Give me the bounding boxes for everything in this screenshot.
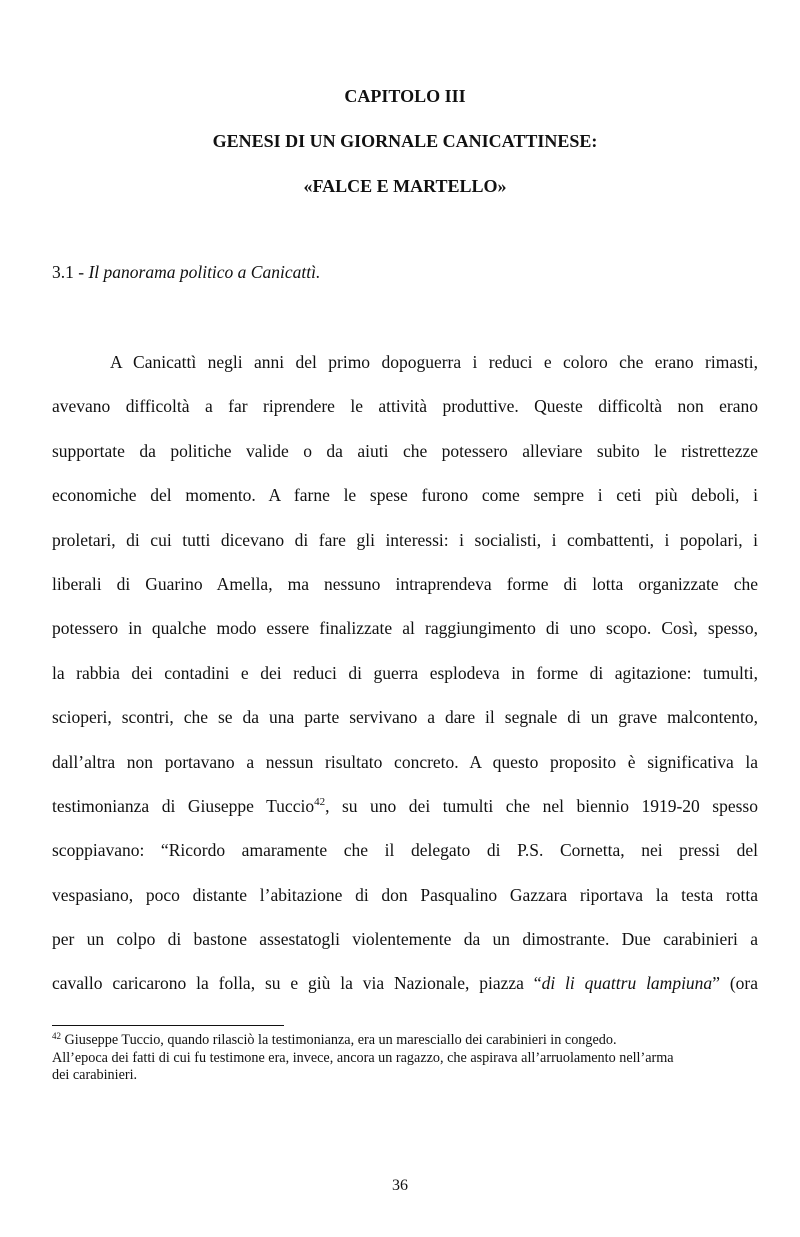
footnote-reference[interactable]: 42	[314, 795, 326, 808]
body-line: economiche del momento. A farne le spese furono come sempre i ceti più deboli, i	[52, 485, 758, 506]
body-line: per un colpo di bastone assestatogli violentemente da un dimostrante. Due carabinieri a	[52, 929, 758, 950]
body-line: potessero in qualche modo essere finalizzate al raggiungimento di uno scopo. Così, spesso,	[52, 618, 758, 639]
body-line: avevano difficoltà a far riprendere le attività produttive. Queste difficoltà non erano	[52, 396, 758, 417]
section-title: Il panorama politico a Canicattì.	[88, 262, 321, 282]
footnote-text: Giuseppe Tuccio, quando rilasciò la testimonianza, era un maresciallo dei carabinieri in congedo.	[61, 1032, 617, 1048]
body-line: dall’altra non portavano a nessun risultato concreto. A questo proposito è significativa la	[52, 751, 758, 772]
section-heading	[52, 262, 320, 283]
footnote-separator	[52, 1025, 284, 1026]
body-text-segment: testimonianza di Giuseppe Tuccio	[52, 795, 315, 816]
page-number: 36	[392, 1177, 408, 1194]
body-text-segment: , su uno dei tumulti che nel biennio 1919-20 spesso	[325, 795, 758, 816]
dialect-quote: di li quattru lampiuna	[541, 973, 713, 994]
body-line: A Canicattì negli anni del primo dopoguerra i reduci e coloro che erano rimasti,	[110, 352, 758, 372]
footnote-marker: 42	[52, 1031, 61, 1041]
body-line: proletari, di cui tutti dicevano di fare gli interessi: i socialisti, i combattenti, i popolari, i	[52, 529, 758, 550]
footnote-line	[52, 1032, 758, 1050]
footnote-line: dei carabinieri.	[52, 1067, 138, 1084]
body-paragraph	[52, 340, 758, 1006]
body-line: supportate da politiche valide o da aiuti che potessero alleviare subito le ristrettezze	[52, 440, 758, 461]
footnote-line: All’epoca dei fatti di cui fu testimone era, invece, ancora un ragazzo, che aspirava all’arruolamento nell’arma	[52, 1049, 674, 1066]
body-line: scoppiavano: “Ricordo amaramente che il delegato di P.S. Cornetta, nei pressi del	[52, 840, 758, 861]
body-text-segment: cavallo caricarono la folla, su e giù la via Nazionale, piazza “	[52, 973, 542, 994]
body-line: scioperi, scontri, che se da una parte servivano a dare il segnale di un grave malcontento,	[52, 707, 758, 728]
footnote	[52, 1032, 758, 1085]
section-number: 3.1 -	[52, 262, 89, 282]
body-line: liberali di Guarino Amella, ma nessuno intraprendeva forme di lotta organizzate che	[52, 573, 758, 594]
body-text-segment: ” (ora	[712, 973, 759, 994]
chapter-subtitle-heading: «FALCE E MARTELLO»	[303, 176, 507, 196]
body-line	[52, 961, 758, 1005]
body-line: la rabbia dei contadini e dei reduci di guerra esplodeva in forme di agitazione: tumulti,	[52, 662, 758, 683]
body-line: vespasiano, poco distante l’abitazione di don Pasqualino Gazzara riportava la testa rotta	[52, 884, 758, 905]
chapter-number-heading: CAPITOLO III	[344, 86, 466, 106]
chapter-title-heading: GENESI DI UN GIORNALE CANICATTINESE:	[212, 131, 598, 151]
body-line	[52, 784, 758, 828]
